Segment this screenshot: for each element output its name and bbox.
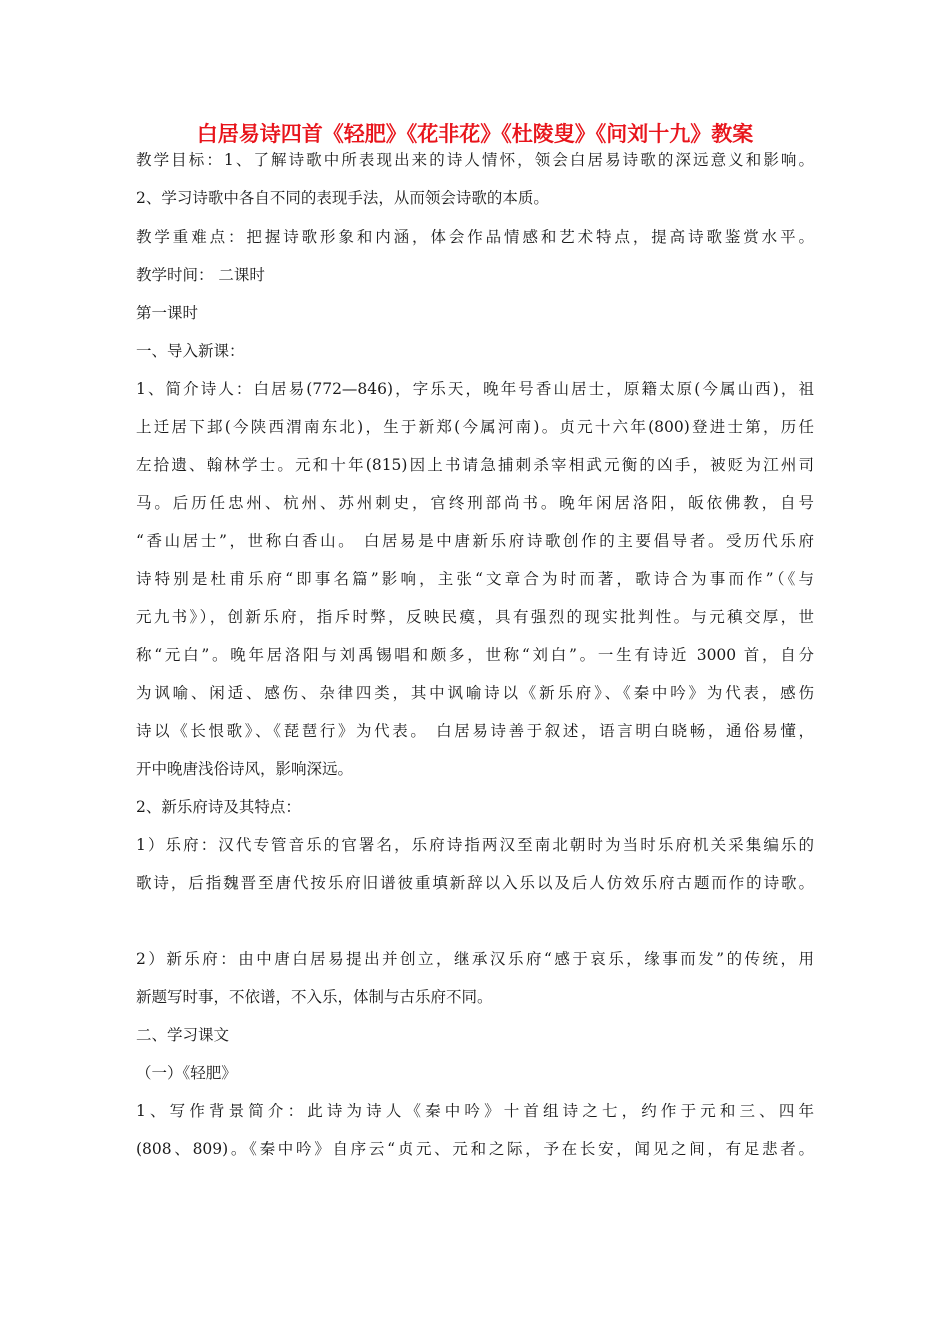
text-line: 称“元白”。晚年居洛阳与刘禹锡唱和颇多，世称“刘白”。一生有诗近 3000 首，自分 [136,646,814,664]
text-line: 诗特别是杜甫乐府“即事名篇”影响，主张“文章合为时而著，歌诗合为事而作”（《与 [136,570,814,588]
text-line-duration: 教学时间： 二课时 [136,266,265,284]
section-heading-intro: 一、导入新课： [136,342,245,360]
text-line: 左拾遗、翰林学士。元和十年(815)因上书请急捕刺杀宰相武元衡的凶手，被贬为江州司 [136,456,814,474]
text-line: 新题写时事，不依谱，不入乐，体制与古乐府不同。 [136,988,493,1006]
text-line: “香山居士”，世称白香山。 白居易是中唐新乐府诗歌创作的主要倡导者。受历代乐府 [136,532,814,550]
text-line-objectives-2: 2、学习诗歌中各自不同的表现手法，从而领会诗歌的本质。 [136,189,549,207]
text-line: 为讽喻、闲适、感伤、杂律四类，其中讽喻诗以《新乐府》、《秦中吟》为代表，感伤 [136,684,814,702]
section-heading-new-yuefu: 2、新乐府诗及其特点： [136,798,301,816]
text-line-yuefu-def: 1）乐府：汉代专管音乐的官署名，乐府诗指两汉至南北朝时为当时乐府机关采集编乐的 [136,836,814,854]
section-heading-study-text: 二、学习课文 [136,1026,230,1044]
text-line-background: 1、写作背景简介：此诗为诗人《秦中吟》十首组诗之七，约作于元和三、四年 [136,1102,814,1120]
text-line: 诗以《长恨歌》、《琵琶行》为代表。 白居易诗善于叙述，语言明白晓畅，通俗易懂， [136,722,814,740]
document-title: 白居易诗四首《轻肥》《花非花》《杜陵叟》《问刘十九》教案 [196,122,754,146]
text-line-objectives: 教学目标：1、了解诗歌中所表现出来的诗人情怀，领会白居易诗歌的深远意义和影响。 [136,151,814,169]
text-line-new-yuefu-def: 2）新乐府：由中唐白居易提出并创立，继承汉乐府“感于哀乐，缘事而发”的传统，用 [136,950,814,968]
text-line: 元九书》），创新乐府，指斥时弊，反映民瘼，具有强烈的现实批判性。与元稹交厚，世 [136,608,814,626]
text-line: (808、809)。《秦中吟》自序云“贞元、元和之际，予在长安，闻见之间，有足悲者。 [136,1140,814,1158]
text-line: 马。后历任忠州、杭州、苏州刺史，官终刑部尚书。晚年闲居洛阳，皈依佛教，自号 [136,494,814,512]
subsection-heading-qingfei: （一）《轻肥》 [136,1064,237,1082]
text-line: 上迁居下邽(今陕西渭南东北)，生于新郑(今属河南)。贞元十六年(800)登进士第，历任 [136,418,814,436]
text-line-first-lesson: 第一课时 [136,304,199,322]
text-line: 歌诗，后指魏晋至唐代按乐府旧谱彼重填新辞以入乐以及后人仿效乐府古题而作的诗歌。 [136,874,814,892]
text-line-poet-intro: 1、简介诗人：白居易(772—846)，字乐天，晚年号香山居士，原籍太原(今属山西)，祖 [136,380,814,398]
text-line: 开中晚唐浅俗诗风，影响深远。 [136,760,354,778]
text-line-key-points: 教学重难点：把握诗歌形象和内涵，体会作品情感和艺术特点，提高诗歌鉴赏水平。 [136,228,814,246]
